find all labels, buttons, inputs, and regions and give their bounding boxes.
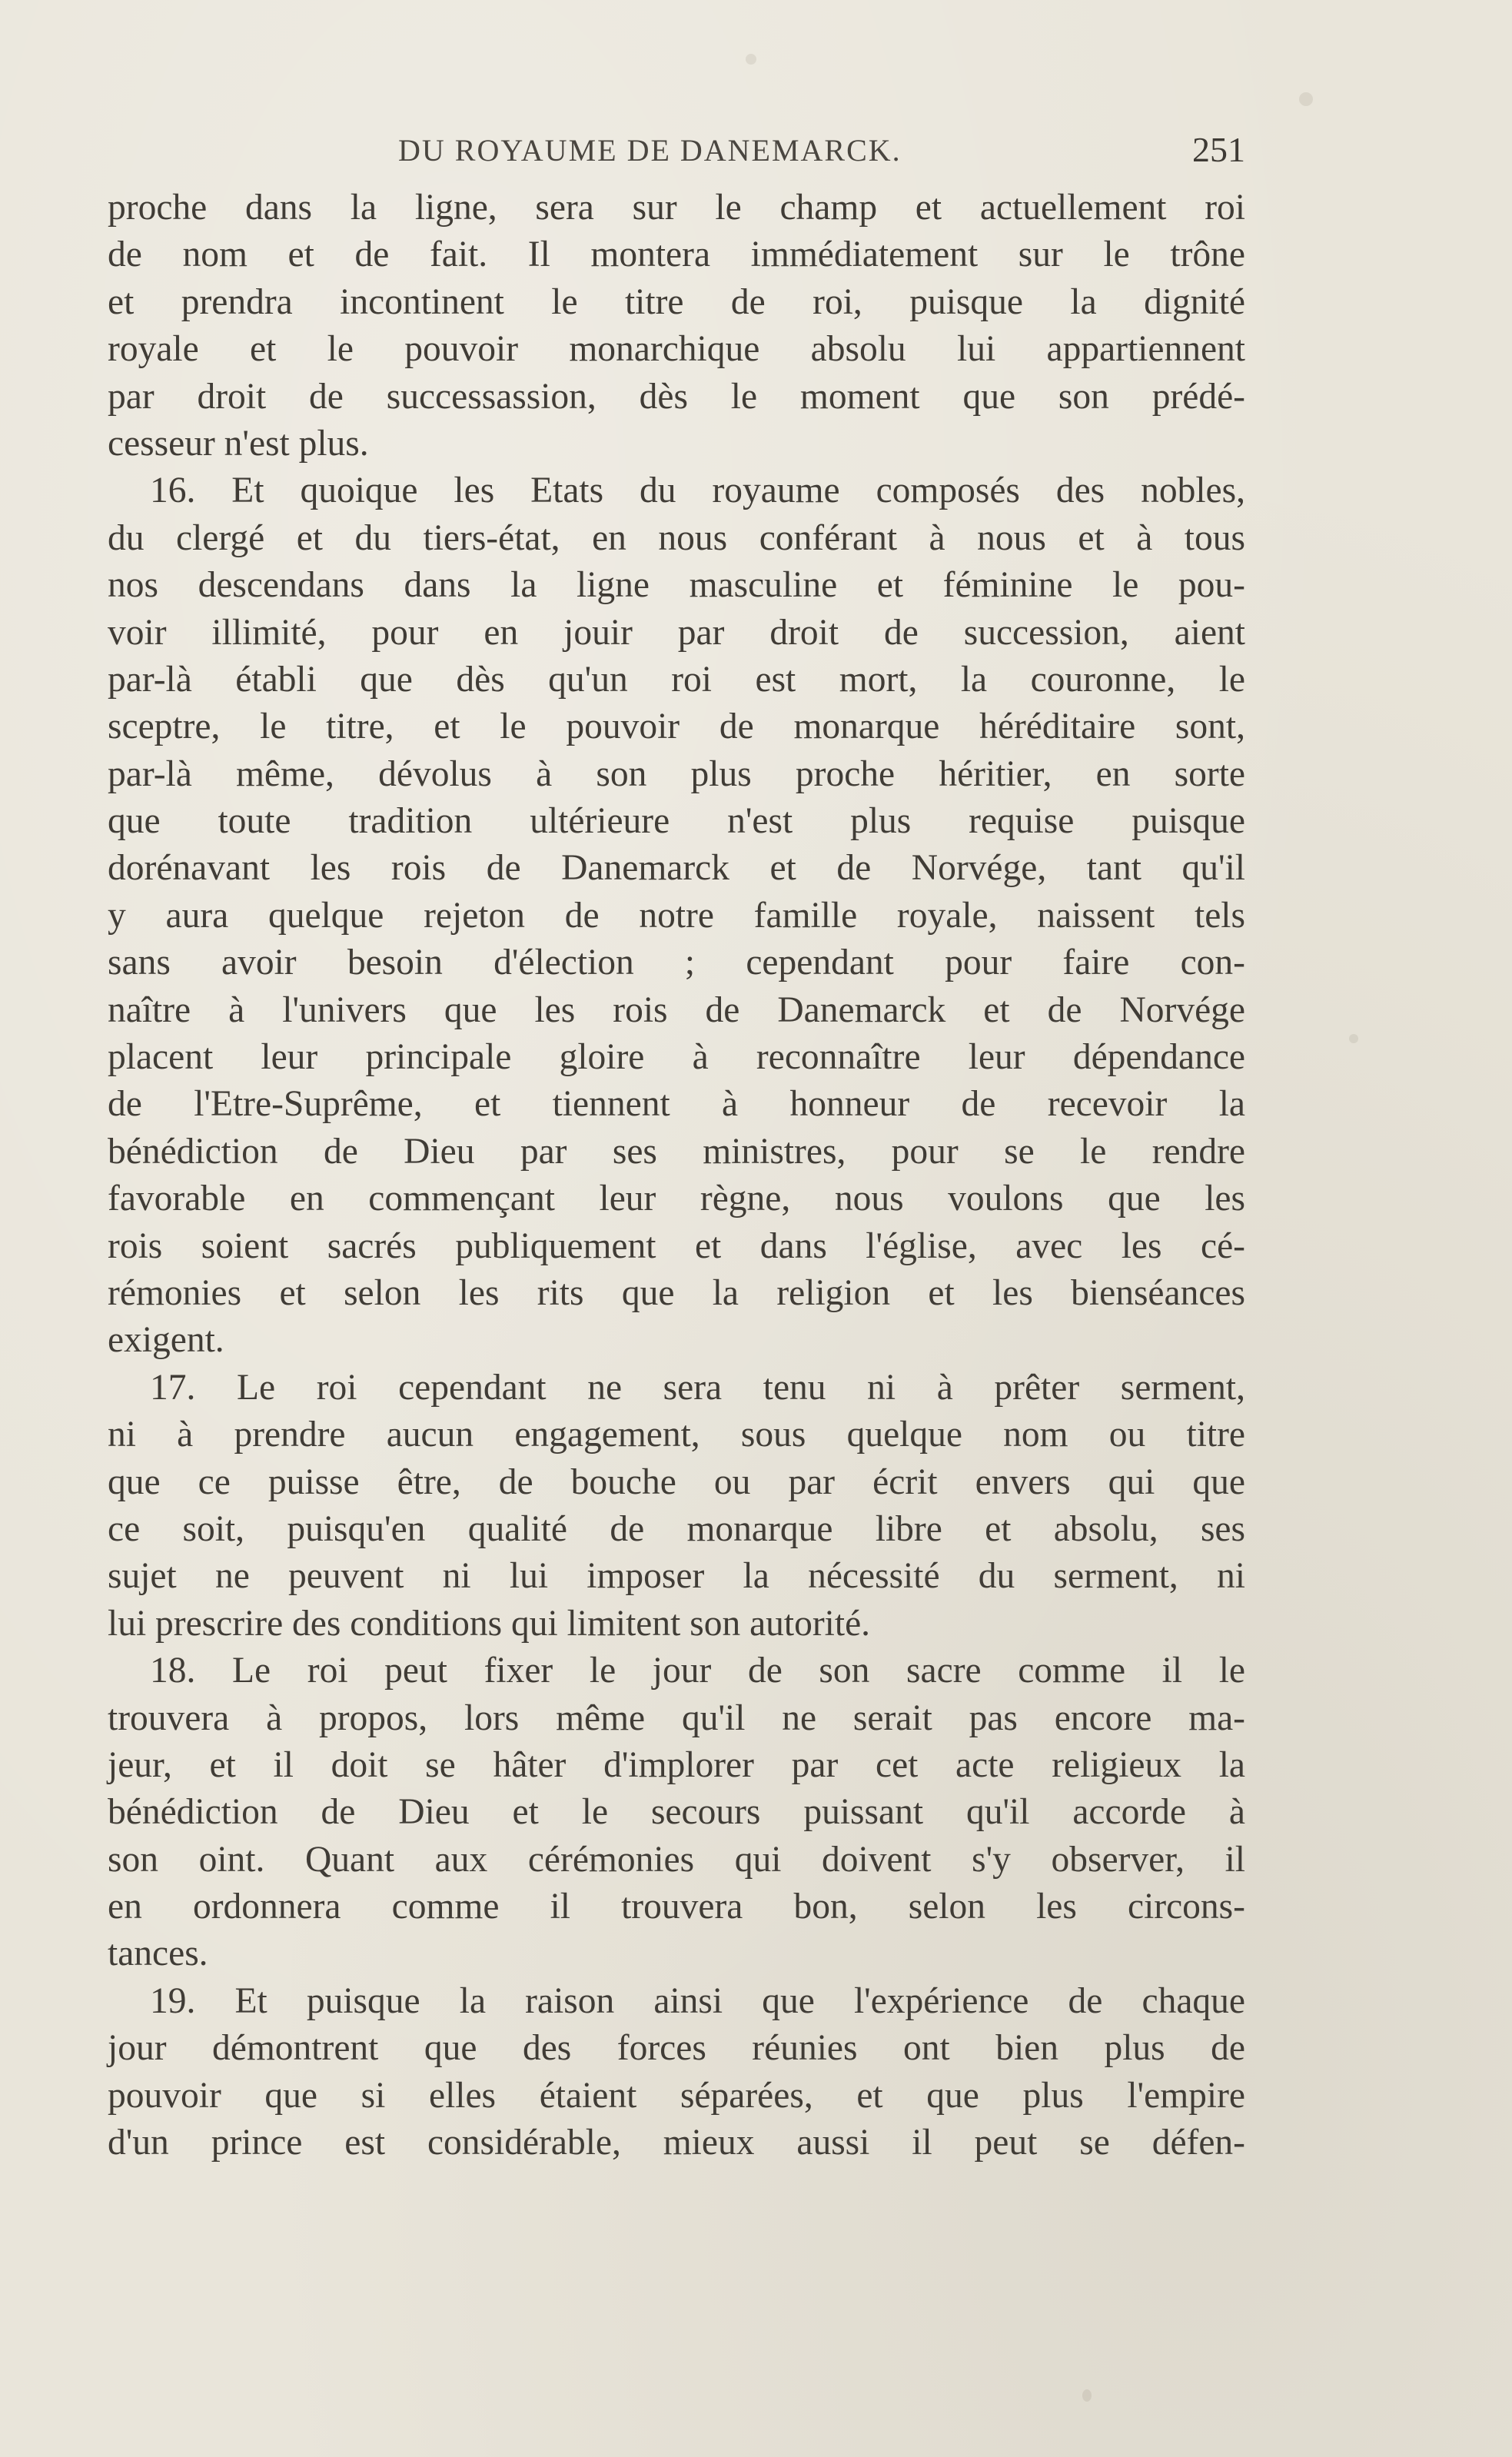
page-header [108, 132, 1245, 186]
text-line: dorénavant les rois de Danemarck et de Norvége, tant qu'il [108, 848, 1245, 889]
article-16-start: 16. Et quoique les Etats du royaume composés des nobles, [150, 470, 1245, 511]
text-line: exigent. [108, 1320, 224, 1361]
text-line: ce soit, puisqu'en qualité de monarque libre et absolu, ses [108, 1508, 1245, 1549]
text-line: que toute tradition ultérieure n'est plus requise puisque [108, 801, 1245, 842]
text-line: nos descendans dans la ligne masculine et féminine le pou- [108, 565, 1245, 606]
text-line: placent leur principale gloire à reconnaître leur dépendance [108, 1037, 1245, 1078]
text-line: sans avoir besoin d'élection ; cependant pour faire con- [108, 943, 1245, 983]
page-stain [1299, 92, 1313, 106]
text-line: pouvoir que si elles étaient séparées, et que plus l'empire [108, 2075, 1245, 2116]
text-line: naître à l'univers que les rois de Danemarck et de Norvége [108, 989, 1245, 1030]
text-line: bénédiction de Dieu par ses ministres, pour se le rendre [108, 1131, 1245, 1172]
text-line: tances. [108, 1933, 208, 1974]
article-17-start: 17. Le roi cependant ne sera tenu ni à prêter serment, [150, 1367, 1245, 1408]
text-line: de l'Etre-Suprême, et tiennent à honneur de recevoir la [108, 1084, 1245, 1125]
text-line: voir illimité, pour en jouir par droit de succession, aient [108, 612, 1245, 653]
text-line: rémonies et selon les rits que la religion et les bienséances [108, 1272, 1245, 1313]
text-line: rois soient sacrés publiquement et dans l'église, avec les cé- [108, 1225, 1245, 1266]
text-line: royale et le pouvoir monarchique absolu lui appartiennent [108, 329, 1245, 370]
page-number: 251 [1192, 130, 1245, 169]
text-line: du clergé et du tiers-état, en nous conférant à nous et à tous [108, 517, 1245, 558]
text-line: jour démontrent que des forces réunies ont bien plus de [108, 2028, 1245, 2069]
text-line: par-là même, dévolus à son plus proche héritier, en sorte [108, 753, 1245, 794]
text-line: sujet ne peuvent ni lui imposer la nécessité du serment, ni [108, 1556, 1245, 1597]
text-line: favorable en commençant leur règne, nous voulons que les [108, 1179, 1245, 1219]
page-stain [746, 54, 756, 65]
text-line: ni à prendre aucun engagement, sous quelque nom ou titre [108, 1415, 1245, 1455]
text-line: d'un prince est considérable, mieux aussi il peut se défen- [108, 2123, 1245, 2163]
text-line: jeur, et il doit se hâter d'implorer par cet acte religieux la [108, 1744, 1245, 1785]
article-19-start: 19. Et puisque la raison ainsi que l'expérience de chaque [150, 1980, 1245, 2021]
text-line: proche dans la ligne, sera sur le champ et actuellement roi [108, 188, 1245, 228]
page-stain [1082, 2389, 1092, 2402]
text-line: y aura quelque rejeton de notre famille royale, naissent tels [108, 895, 1245, 936]
text-line: en ordonnera comme il trouvera bon, selon les circons- [108, 1887, 1245, 1927]
text-line: de nom et de fait. Il montera immédiatement sur le trône [108, 234, 1245, 275]
text-line: sceptre, le titre, et le pouvoir de monarque héréditaire sont, [108, 707, 1245, 747]
article-18-start: 18. Le roi peut fixer le jour de son sacre comme il le [150, 1651, 1245, 1691]
body-text [108, 185, 1245, 2166]
text-line: trouvera à propos, lors même qu'il ne serait pas encore ma- [108, 1697, 1245, 1738]
text-line: bénédiction de Dieu et le secours puissant qu'il accorde à [108, 1792, 1245, 1833]
text-line: lui prescrire des conditions qui limitent son autorité. [108, 1603, 871, 1644]
text-line: et prendra incontinent le titre de roi, puisque la dignité [108, 281, 1245, 322]
text-line: son oint. Quant aux cérémonies qui doivent s'y observer, il [108, 1839, 1245, 1880]
text-line: par-là établi que dès qu'un roi est mort, la couronne, le [108, 659, 1245, 700]
text-line: cesseur n'est plus. [108, 423, 369, 464]
running-head: DU ROYAUME DE DANEMARCK. [398, 133, 902, 168]
text-line: par droit de successassion, dès le moment que son prédé- [108, 376, 1245, 417]
text-line: que ce puisse être, de bouche ou par écrit envers qui que [108, 1461, 1245, 1502]
page-stain [1349, 1034, 1358, 1043]
